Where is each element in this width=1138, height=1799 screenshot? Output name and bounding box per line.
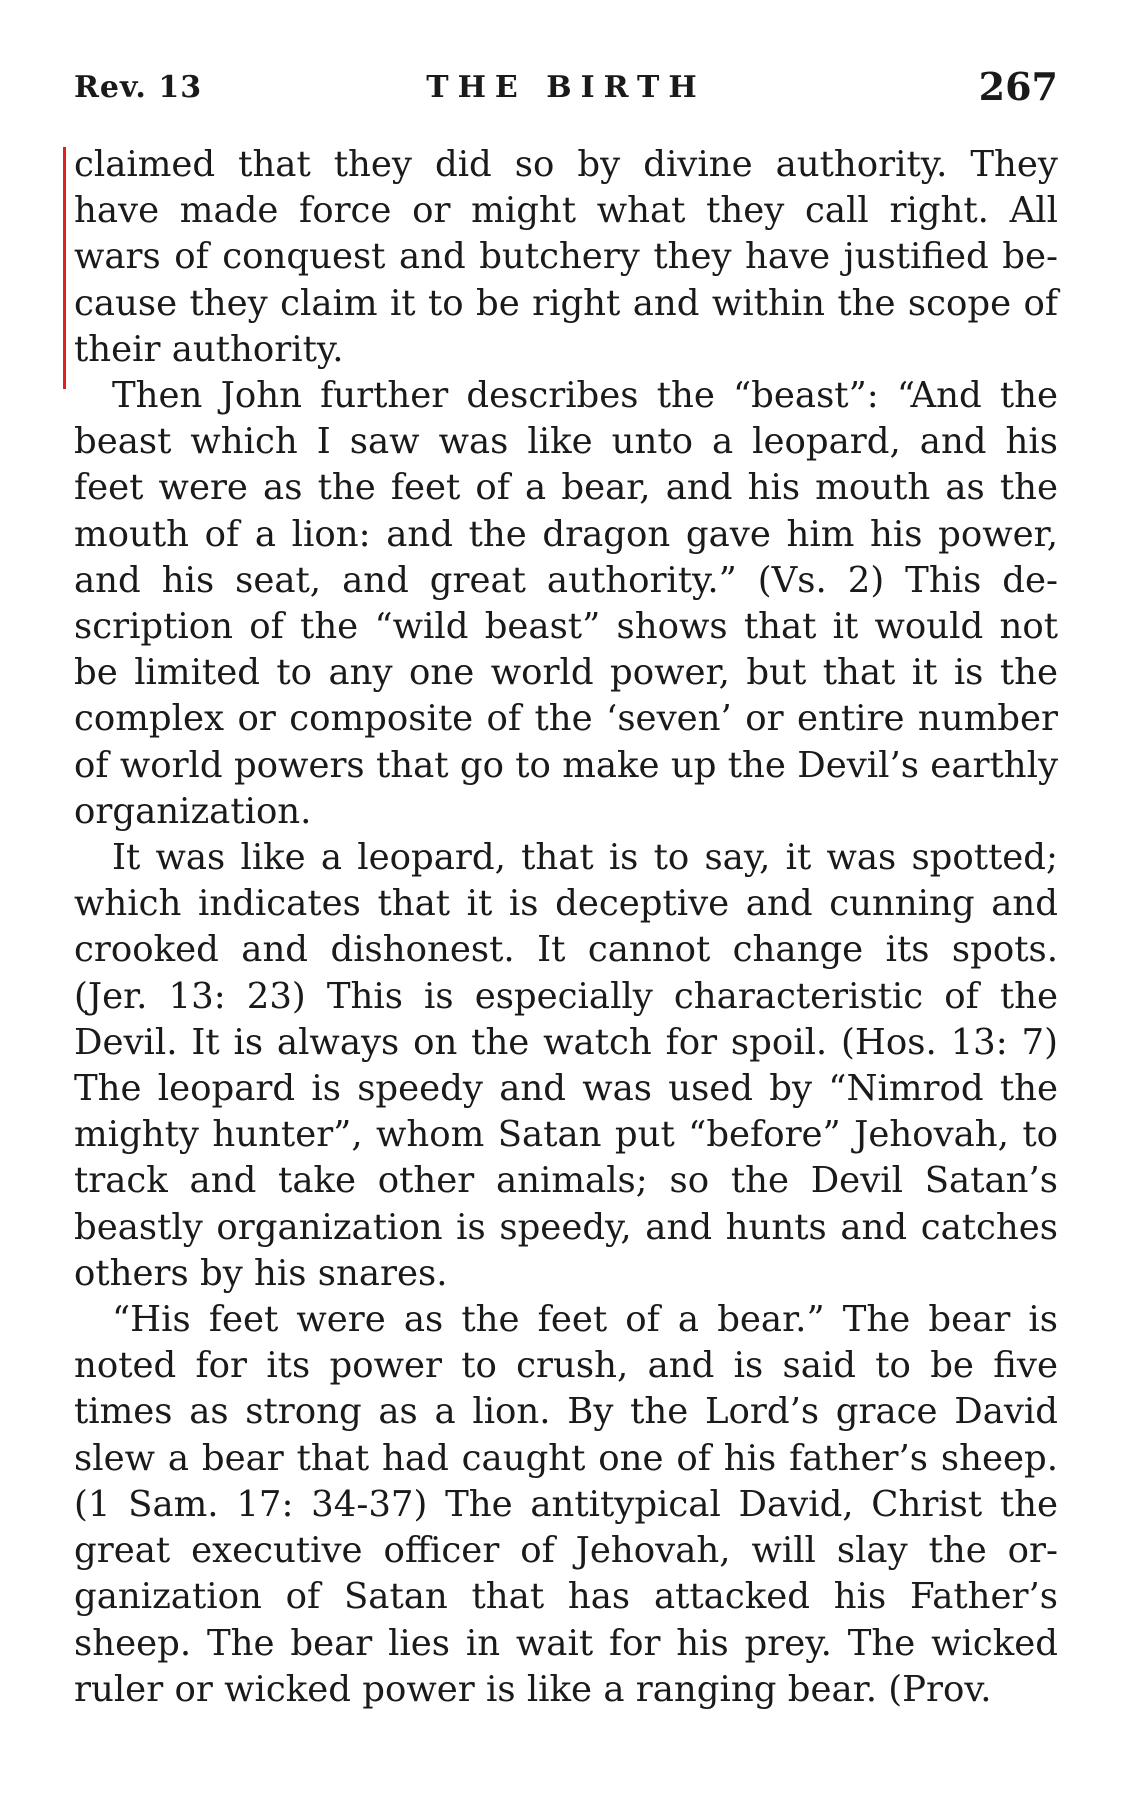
page-body xyxy=(74,142,1058,1713)
page-number: 267 xyxy=(978,64,1058,109)
margin-mark-line xyxy=(63,147,66,389)
paragraph-leopard: It was like a leopard, that is to say, it was spotted; which indicates that it is deceptive and cunning and crooked and dishonest. It cannot change its spots. (Jer. 13: 23) This is especially characteristic of the Devil. It is always on the watch for spoil. (Hos. 13: 7) The leopard is speedy and was used by “Nimrod the mighty hunter”, whom Satan put “before” Jehovah, to track and take other animals; so the Devil Satan’s beastly organization is speedy, and hunts and catches others by his snares. xyxy=(74,837,1058,1294)
paragraph-continuation: claimed that they did so by divine authority. They have made force or might what they call right. All wars of conquest and butchery they have justified because they claim it to be right and within the scope of their authority. xyxy=(74,144,1058,370)
paragraph-bear: “His feet were as the feet of a bear.” The bear is noted for its power to crush, and is said to be five times as strong as a lion. By the Lord’s grace David slew a bear that had caught one of his father’s sheep. (1 Sam. 17: 34-37) The antitypical David, Christ the great executive officer of Jehovah, will slay the organization of Satan that has attacked his Father’s sheep. The bear lies in wait for his prey. The wicked ruler or wicked power is like a ranging bear. (Prov. xyxy=(74,1299,1058,1710)
paragraph-beast-description: Then John further describes the “beast”: “And the beast which I saw was like unto a leopard, and his feet were as the feet of a bear, and his mouth as the mouth of a lion: and the dragon gave him his power, and his seat, and great authority.” (Vs. 2) This description of the “wild beast” shows that it would not be limited to any one world power, but that it is the complex or composite of the ‘seven’ or entire number of world powers that go to make up the Devil’s earthly organization. xyxy=(74,375,1058,832)
running-header xyxy=(74,62,1058,112)
running-header-book-chapter: Rev. 13 xyxy=(74,70,203,105)
running-header-title: THE BIRTH xyxy=(426,70,706,105)
